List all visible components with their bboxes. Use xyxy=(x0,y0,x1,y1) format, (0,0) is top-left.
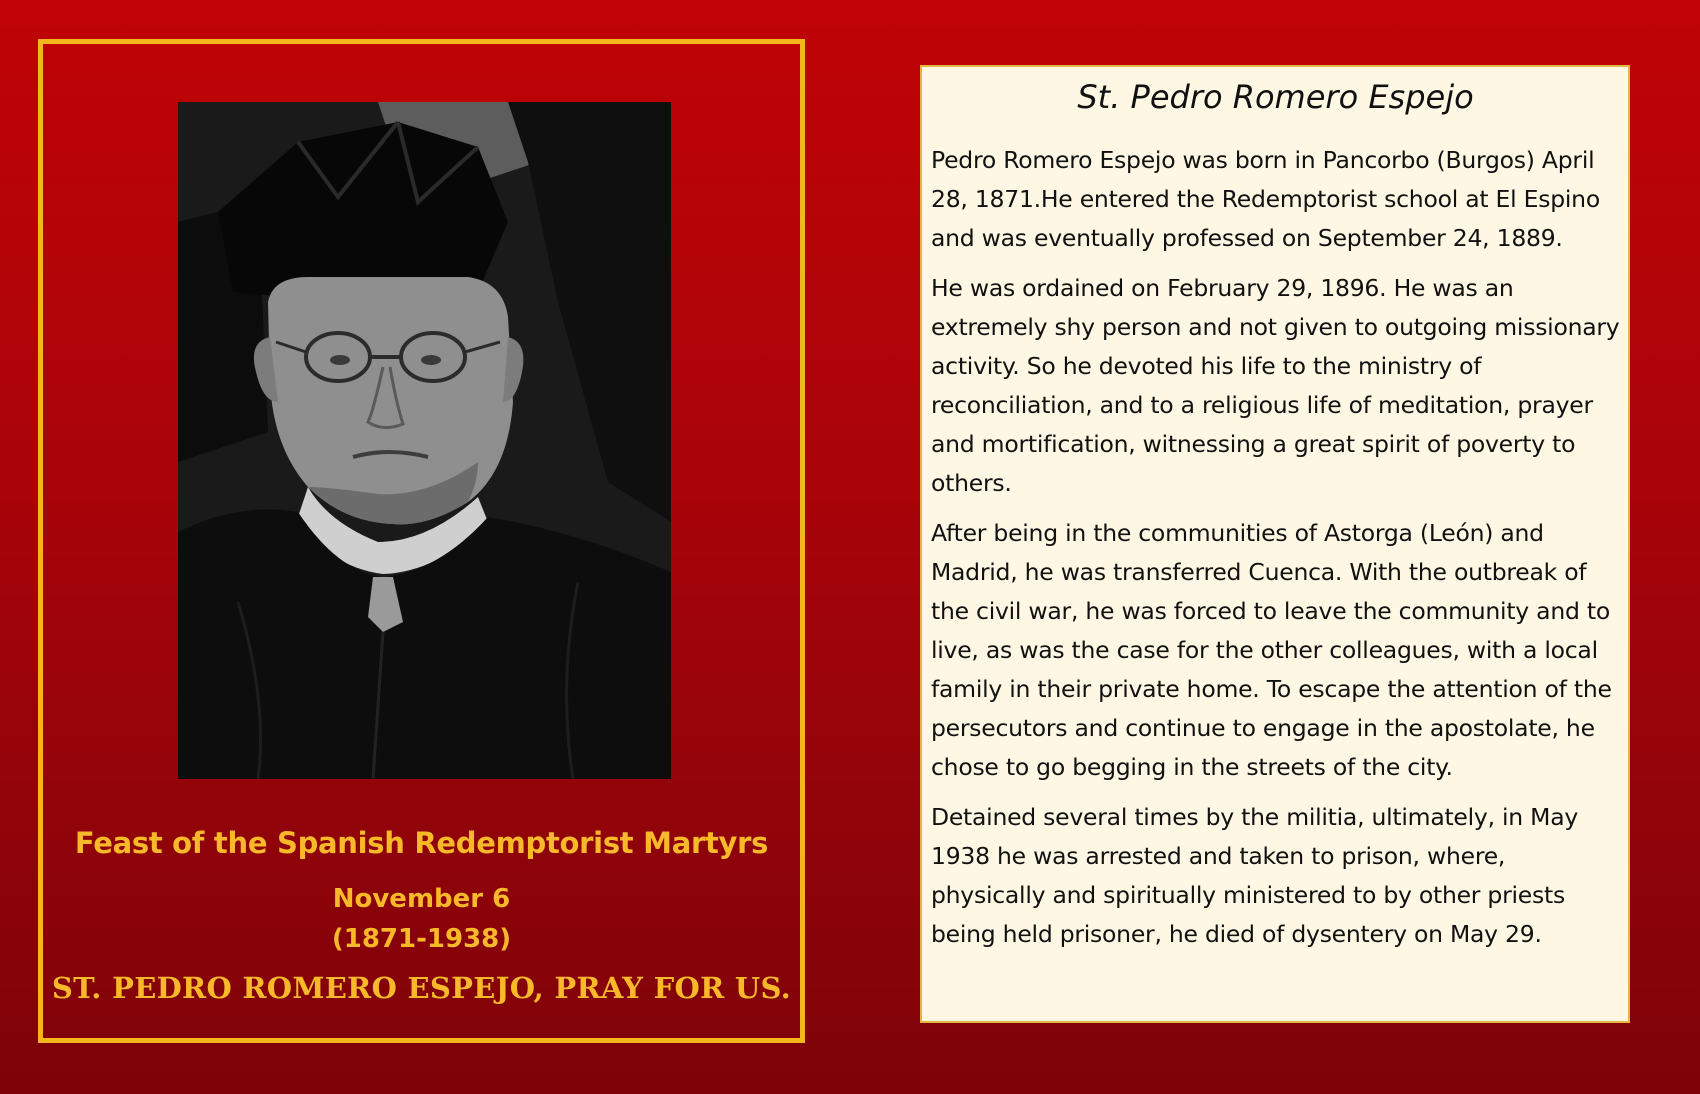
portrait-illustration xyxy=(178,102,671,779)
biography-paragraph-3: After being in the communities of Astorga (León) and Madrid, he was transferred Cuenca. With the outbreak of the civil war, he was forced to leave the community and to live, as was the case for the other colleagues, with a local family in their private home. To escape the attention of the persecutors and continue to engage in the apostolate, he chose to go begging in the streets of the city. xyxy=(931,518,1612,781)
prayer-line: ST. PEDRO ROMERO ESPEJO, PRAY FOR US. xyxy=(51,971,792,1005)
feast-years: (1871-1938) xyxy=(331,924,512,954)
feast-title: Feast of the Spanish Redemptorist Martyrs xyxy=(74,826,769,860)
biography-panel xyxy=(920,65,1630,1023)
biography-title: St. Pedro Romero Espejo xyxy=(1077,78,1474,116)
saint-portrait xyxy=(178,102,671,779)
feast-date: November 6 xyxy=(332,884,511,914)
biography-paragraph-4: Detained several times by the militia, ultimately, in May 1938 he was arrested and taken to prison, where, physically and spiritually ministered to by other priests being held prisoner, he died of dysentery on May 29. xyxy=(931,802,1578,948)
biography-paragraph-2: He was ordained on February 29, 1896. He was an extremely shy person and not given to outgoing missionary activity. So he devoted his life to the ministry of reconciliation, and to a religious life of meditation, prayer and mortification, witnessing a great spirit of poverty to others. xyxy=(931,273,1620,497)
feast-card xyxy=(38,39,805,1043)
biography-paragraph-1: Pedro Romero Espejo was born in Pancorbo (Burgos) April 28, 1871.He entered the Redemptorist school at El Espino and was eventually professed on September 24, 1889. xyxy=(931,145,1600,252)
